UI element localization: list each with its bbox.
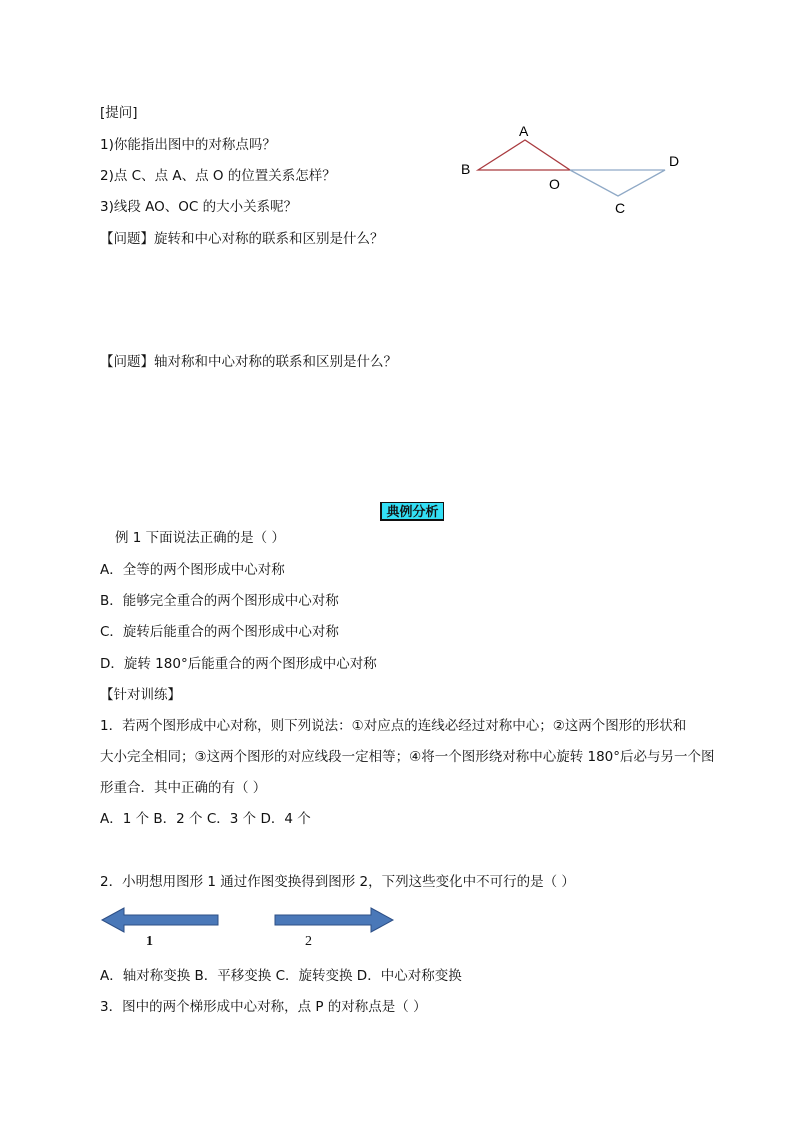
label-C: C: [615, 200, 626, 216]
prompt-question-2: 2)点 C、点 A、点 O 的位置关系怎样？: [100, 168, 336, 184]
example1-option-a: A．全等的两个图形成中心对称: [100, 562, 285, 578]
prompt-question-3: 3)线段 AO、OC 的大小关系呢？: [100, 199, 298, 215]
example1-option-c: C．旋转后能重合的两个图形成中心对称: [100, 624, 339, 640]
training-q3-question: 3．图中的两个梯形成中心对称，点 P 的对称点是（ ）: [100, 999, 427, 1015]
section-title-examples: 典例分析: [380, 502, 444, 521]
figure-2-right-arrow: [273, 906, 395, 934]
training-q2-question: 2．小明想用图形 1 通过作图变换得到图形 2，下列这些变化中不可行的是（ ）: [100, 874, 575, 890]
arrow-label-1: 1: [146, 934, 153, 949]
question-prompt-label: [提问]: [100, 105, 138, 121]
training-label: 【针对训练】: [100, 687, 181, 703]
example1-option-b: B．能够完全重合的两个图形成中心对称: [100, 593, 339, 609]
triangle-CDO: [570, 170, 665, 196]
label-D: D: [669, 153, 680, 169]
training-q1-options: A．1 个 B．2 个 C．3 个 D．4 个: [100, 811, 311, 827]
label-A: A: [519, 123, 529, 139]
problem-rotation-vs-central-symmetry: 【问题】旋转和中心对称的联系和区别是什么？: [100, 231, 384, 247]
triangle-ABO: [478, 140, 570, 170]
symmetry-figure: [450, 118, 700, 223]
training-q1-line2: 大小完全相同；③这两个图形的对应线段一定相等；④将一个图形绕对称中心旋转 180°后必与另一个图: [100, 749, 715, 765]
training-q1-line3: 形重合．其中正确的有（ ）: [100, 780, 267, 796]
example1-option-d: D．旋转 180°后能重合的两个图形成中心对称: [100, 656, 377, 672]
label-O: O: [549, 176, 560, 192]
example1-question: 例 1 下面说法正确的是（ ）: [115, 530, 285, 546]
prompt-question-1: 1)你能指出图中的对称点吗？: [100, 137, 276, 153]
training-q2-options: A．轴对称变换 B．平移变换 C．旋转变换 D．中心对称变换: [100, 968, 462, 984]
training-q1-line1: 1．若两个图形成中心对称，则下列说法：①对应点的连线必经过对称中心；②这两个图形的形状和: [100, 718, 687, 734]
problem-axial-vs-central-symmetry: 【问题】轴对称和中心对称的联系和区别是什么？: [100, 354, 397, 370]
label-B: B: [461, 161, 471, 177]
arrow-label-2: 2: [305, 934, 312, 949]
figure-1-left-arrow: [100, 906, 220, 934]
